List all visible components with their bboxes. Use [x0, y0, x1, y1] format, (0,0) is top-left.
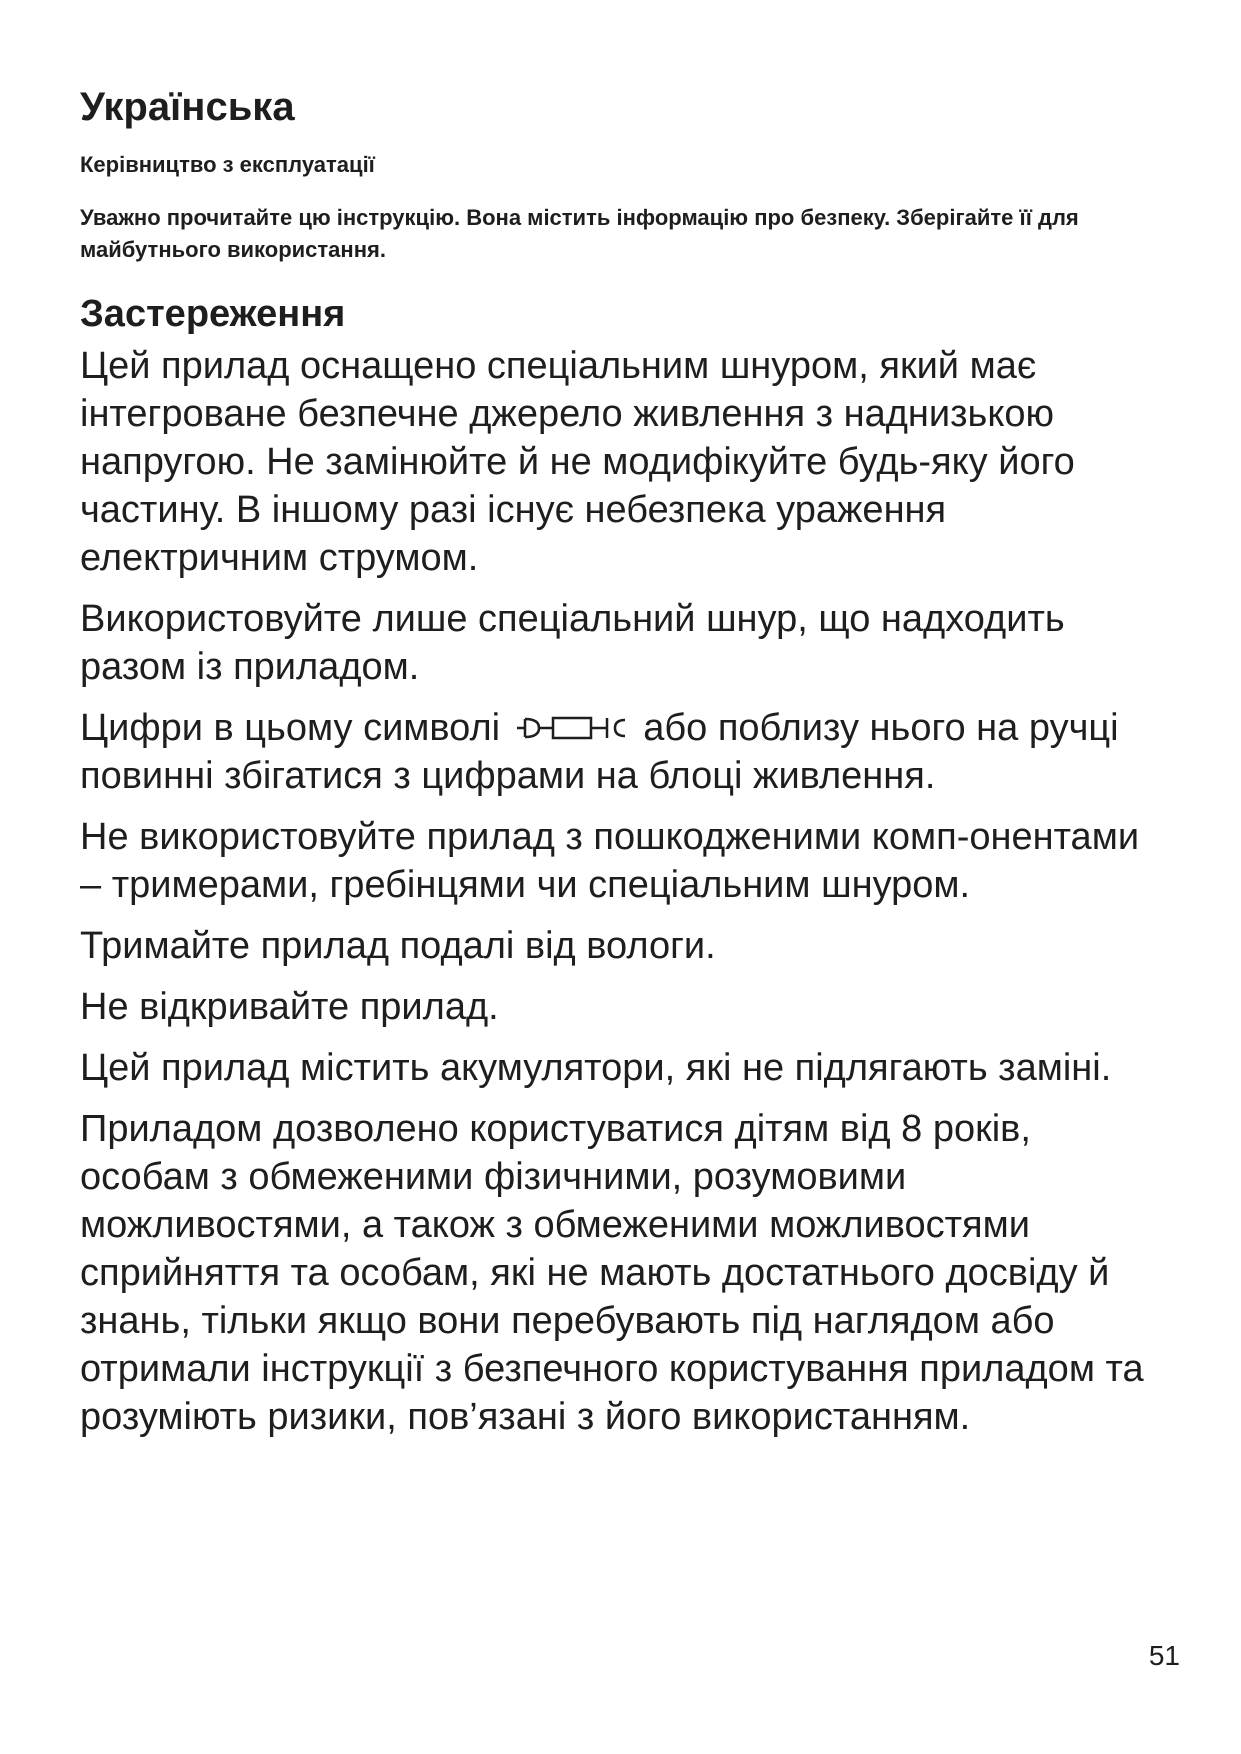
section-title-warnings: Застереження: [80, 293, 346, 335]
page-number: 51: [1148, 1640, 1180, 1671]
symbol-text-after: або поблизу нього на ручці повинні збігатися з цифрами на блоці живлення.: [80, 707, 1119, 797]
warning-paragraph-cord: Цей прилад оснащено спеціальним шнуром, який має інтегроване безпечне джерело живлення з наднизькою напругою. Не замінюйте й не модифікуйте будь-яку його частину. В іншому разі існує небезпека ураження електричним струмом.: [80, 345, 1075, 579]
warning-paragraph-children: Приладом дозволено користуватися дітям від 8 років, особам з обмеженими фізичними, розумовими можливостями, а також з обмеженими можливостями сприйняття та особам, які не мають достатнього досвіду й знань, тільки якщо вони перебувають під наглядом або отримали інструкції з безпечного користування приладом та розуміють ризики, пов’язані з його використанням.: [80, 1108, 1144, 1438]
warning-paragraph-moisture: Тримайте прилад подалі від вологи.: [80, 925, 716, 967]
cord-connector-icon: [511, 713, 633, 743]
manual-subtitle: Керівництво з експлуатації: [80, 152, 375, 177]
symbol-text-before: Цифри в цьому символі: [80, 707, 501, 749]
intro-notice: Уважно прочитайте цю інструкцію. Вона містить інформацію про безпеку. Зберігайте її для майбутнього використання.: [80, 205, 1079, 262]
warning-paragraph-special-cord: Використовуйте лише спеціальний шнур, що надходить разом із приладом.: [80, 598, 1065, 688]
language-title: Українська: [80, 85, 295, 129]
manual-page: [80, 82, 1170, 1454]
warning-paragraph-symbol: [80, 704, 1170, 800]
warning-paragraph-batteries: Цей прилад містить акумулятори, які не підлягають заміні.: [80, 1047, 1112, 1089]
warning-paragraph-damaged: Не використовуйте прилад з пошкодженими комп-онентами – тримерами, гребінцями чи спеціальним шнуром.: [80, 816, 1140, 906]
warning-paragraph-do-not-open: Не відкривайте прилад.: [80, 986, 499, 1028]
